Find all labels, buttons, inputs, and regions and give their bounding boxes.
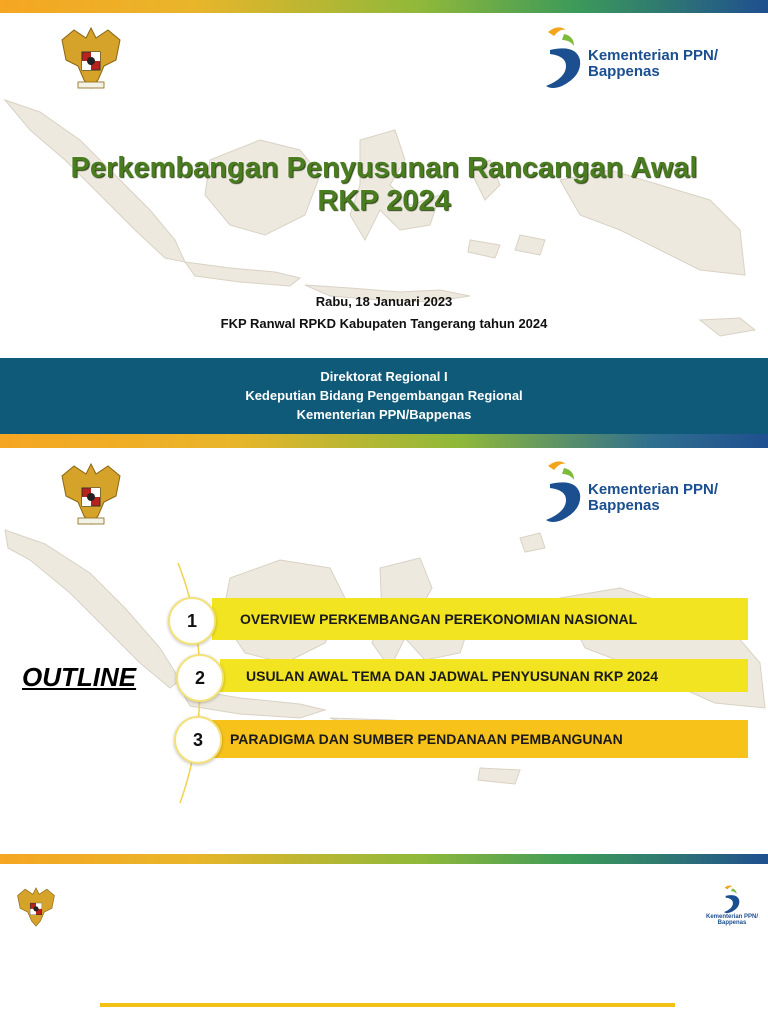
logo-text-line1: Kementerian PPN/: [588, 481, 719, 499]
top-color-bar: [0, 854, 768, 864]
garuda-emblem-icon: [58, 22, 124, 94]
outline-item-2-number: 2: [176, 654, 224, 702]
date-text: Rabu, 18 Januari 2023: [315, 294, 453, 309]
outline-item-3[interactable]: [212, 720, 748, 758]
event-text: FKP Ranwal RPKD Kabupaten Tangerang tahun 2024: [220, 316, 548, 331]
slide-title: [0, 152, 768, 218]
footer-gold-line: [100, 1003, 675, 1007]
logo-text-line2: Bappenas: [588, 63, 660, 80]
bottom-color-bar: [0, 434, 768, 448]
bappenas-logo: [544, 24, 718, 90]
outline-item-3-label: PARADIGMA DAN SUMBER PENDANAAN PEMBANGUNAN: [230, 731, 623, 747]
outline-item-2-label: USULAN AWAL TEMA DAN JADWAL PENYUSUNAN RKP 2024: [246, 667, 659, 684]
outline-item-1-label: OVERVIEW PERKEMBANGAN PEREKONOMIAN NASIONAL: [240, 611, 638, 627]
logo-text-line1: Kementerian PPN/: [706, 914, 759, 920]
bappenas-logo-icon: [722, 884, 742, 914]
outline-heading: OUTLINE: [22, 662, 137, 692]
outline-item-1-number: 1: [168, 597, 216, 645]
garuda-emblem-icon: [15, 884, 57, 930]
title-line-2: RKP 2024: [317, 185, 451, 217]
band-line-1: Direktorat Regional I: [320, 369, 448, 384]
band-line-2: Kedeputian Bidang Pengembangan Regional: [245, 388, 523, 403]
outline-slide: [0, 448, 768, 854]
bappenas-logo-icon: [544, 458, 584, 524]
logo-text-line1: Kementerian PPN/: [588, 47, 719, 65]
outline-item-3-number: 3: [174, 716, 222, 764]
outline-item-2[interactable]: [220, 659, 748, 692]
logo-text-line2: Bappenas: [717, 920, 747, 927]
bappenas-logo-icon: [544, 24, 584, 90]
title-slide: [0, 0, 768, 448]
logo-text-line2: Bappenas: [588, 497, 660, 514]
bappenas-logo: [706, 884, 758, 927]
directorate-band: [0, 358, 768, 434]
blank-slide: [0, 854, 768, 1024]
garuda-emblem-icon: [58, 458, 124, 530]
outline-item-1[interactable]: [212, 598, 748, 640]
band-line-3: Kementerian PPN/Bappenas: [296, 407, 472, 422]
bappenas-logo: [544, 458, 718, 524]
title-line-1: Perkembangan Penyusunan Rancangan Awal: [70, 152, 698, 184]
